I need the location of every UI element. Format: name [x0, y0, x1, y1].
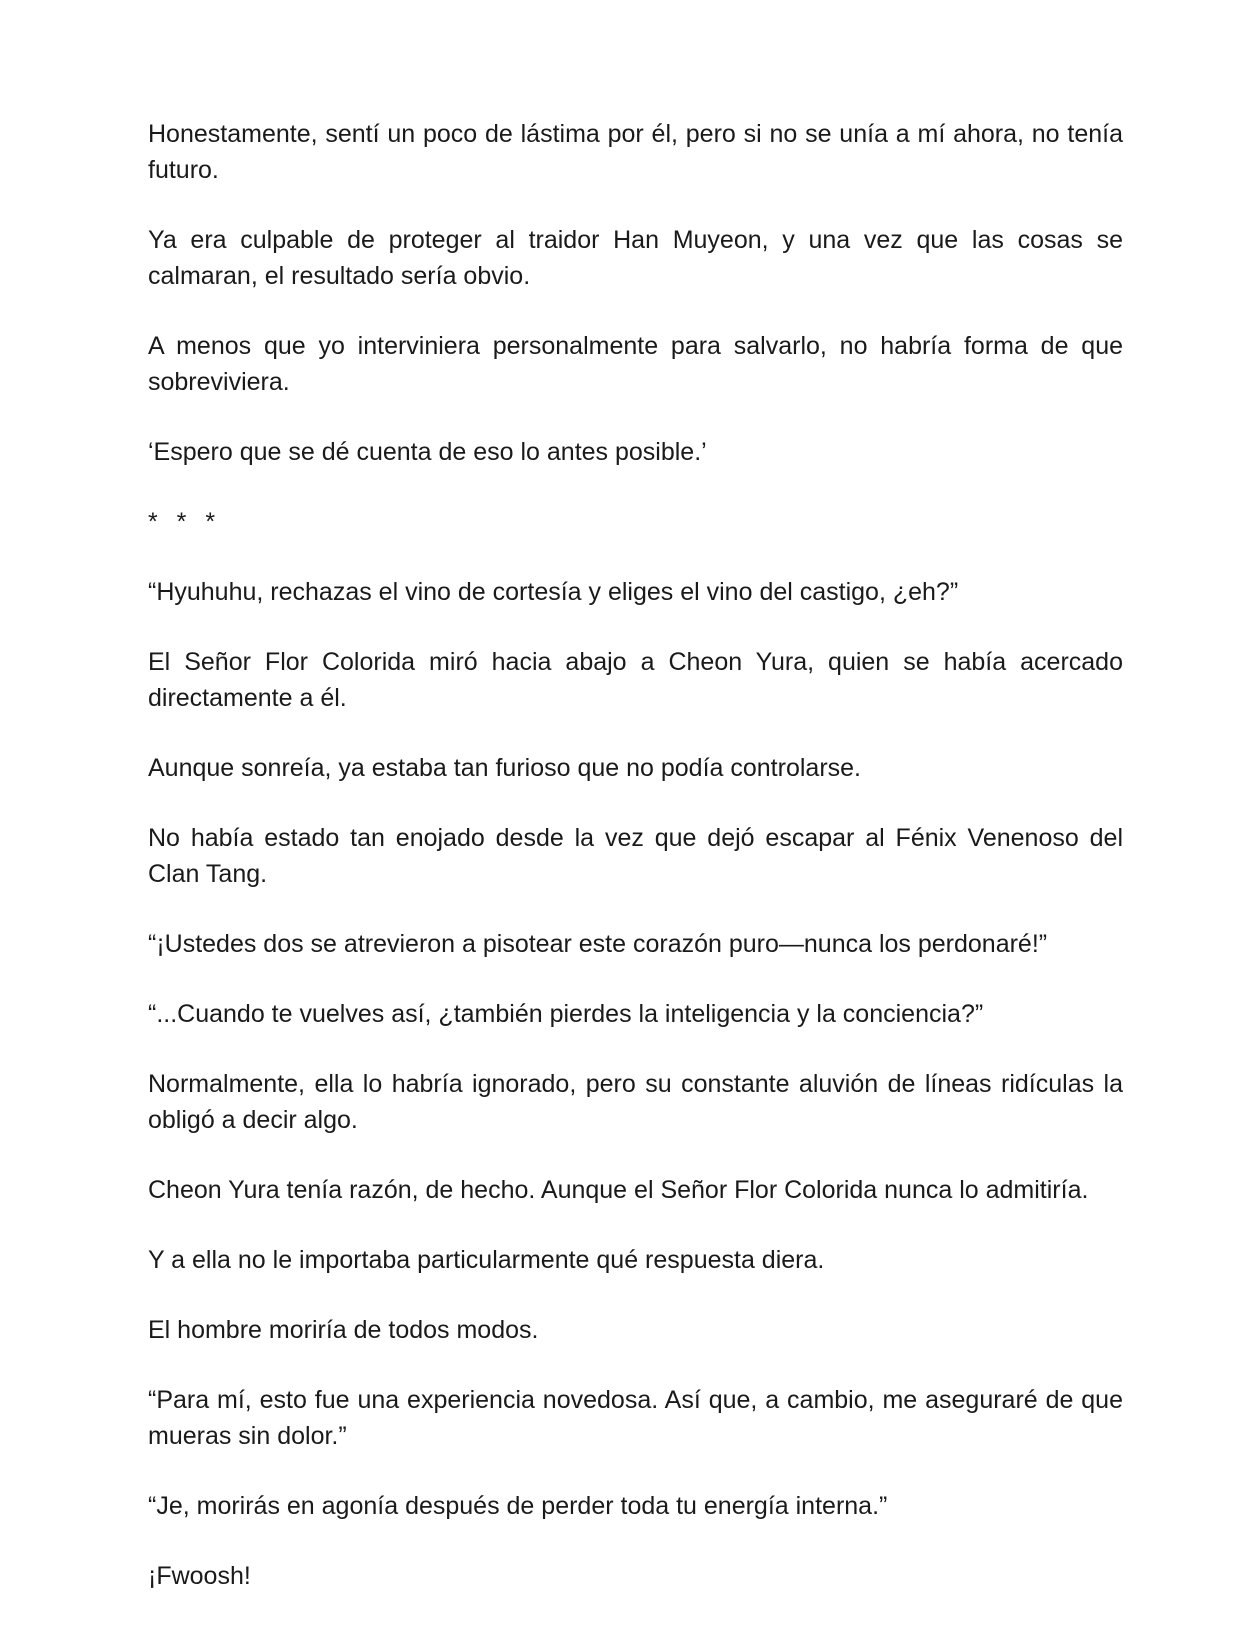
- paragraph-18: ¡Fwoosh!: [148, 1562, 251, 1590]
- document-body: [148, 116, 1123, 1628]
- paragraph-16: “Para mí, esto fue una experiencia novedosa. Así que, a cambio, me aseguraré de que mueras sin dolor.”: [148, 1386, 1123, 1450]
- paragraph-1: Honestamente, sentí un poco de lástima por él, pero si no se unía a mí ahora, no tenía futuro.: [148, 120, 1123, 184]
- paragraph-13: Cheon Yura tenía razón, de hecho. Aunque el Señor Flor Colorida nunca lo admitiría.: [148, 1176, 1089, 1204]
- scene-separator: * * *: [148, 508, 222, 536]
- paragraph-8: Aunque sonreía, ya estaba tan furioso que no podía controlarse.: [148, 754, 861, 782]
- paragraph-6: “Hyuhuhu, rechazas el vino de cortesía y eliges el vino del castigo, ¿eh?”: [148, 578, 959, 606]
- paragraph-4: ‘Espero que se dé cuenta de eso lo antes posible.’: [148, 438, 707, 466]
- paragraph-12: Normalmente, ella lo habría ignorado, pero su constante aluvión de líneas ridículas la obligó a decir algo.: [148, 1070, 1123, 1134]
- paragraph-11: “...Cuando te vuelves así, ¿también pierdes la inteligencia y la conciencia?”: [148, 1000, 984, 1028]
- paragraph-17: “Je, morirás en agonía después de perder toda tu energía interna.”: [148, 1492, 888, 1520]
- paragraph-10: “¡Ustedes dos se atrevieron a pisotear este corazón puro—nunca los perdonaré!”: [148, 930, 1048, 958]
- paragraph-3: A menos que yo interviniera personalmente para salvarlo, no habría forma de que sobreviviera.: [148, 332, 1123, 396]
- paragraph-2: Ya era culpable de proteger al traidor Han Muyeon, y una vez que las cosas se calmaran, el resultado sería obvio.: [148, 226, 1123, 290]
- paragraph-9: No había estado tan enojado desde la vez que dejó escapar al Fénix Venenoso del Clan Tang.: [148, 824, 1123, 888]
- paragraph-14: Y a ella no le importaba particularmente qué respuesta diera.: [148, 1246, 825, 1274]
- paragraph-15: El hombre moriría de todos modos.: [148, 1316, 539, 1344]
- paragraph-7: El Señor Flor Colorida miró hacia abajo a Cheon Yura, quien se había acercado directamente a él.: [148, 648, 1123, 712]
